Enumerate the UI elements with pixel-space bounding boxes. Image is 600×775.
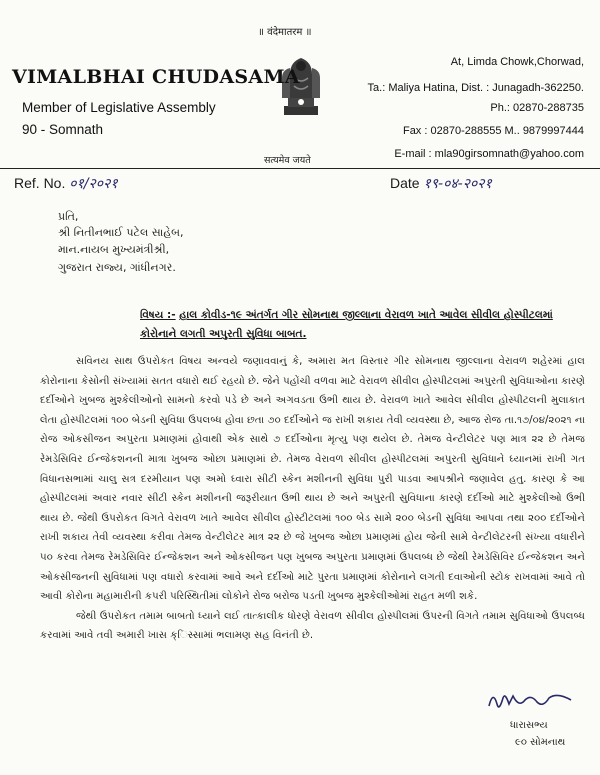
signatory-constituency: ૯૦ સોમનાથ <box>515 737 566 748</box>
fax-line: Fax : 02870-288555 M.. 9879997444 <box>402 125 584 137</box>
recipient-line-1: પ્રતિ, <box>58 210 79 223</box>
subject-text: હાલ કોવીડ-૧૯ અંતર્ગત ગીર સોમનાથ જીલ્લાના વેરાવળ ખાતે આવેલ સીવીલ હોસ્પીટલમાં કોરોનાને લગતી અપુરતી સુવિધા બાબત. <box>140 309 553 340</box>
subject-label: વિષય :- <box>140 309 176 321</box>
address-line-2: Ta.: Maliya Hatina, Dist. : Junagadh-362250. <box>367 82 584 94</box>
date-value: १९-०४-२०२१ <box>423 176 492 192</box>
constituency-line: 90 - Somnath <box>22 122 104 137</box>
date-label: Date <box>390 175 420 191</box>
ref-value: ०१/२०२१ <box>69 176 118 192</box>
body-paragraph-1: સવિનય સાથ ઉપરોકત વિષય અન્વયે જણાવવાનું કે, અમારા મત વિસ્તાર ગીર સોમનાથ જીલ્લાના વેરાવળ શહેરમાં હાલ કોરોનાના કેસોની સંખ્યામાં સતત વધારો થઈ રહયો છે. જેને પહોંચી વળવા માટે વેરાવળ સીવીલ હોસ્પીટલમાં અપુરતી સુવિધાઓના કારણે દર્દીઓને ખુબજ મુશ્કેલીઓનો સામનો કરવો પડે છે અને અગવડતા ઉભી થાય છે. વેરાવળ ખાતે આવેલ સીવીલ હોસ્પીટલની મુલાકાત લેતા હોસ્પીટલમાં ૧૦૦ બેડની સુવિધા ઉપલબ્ધ હોવા છતા ૭૦ દર્દીઓને જ રાખી શકાય તેવી વ્યવસ્થા છે, આજ રોજ તા.૧૭/૦૪/૨૦૨૧ ના રોજ ઓકસીજન અપુરતા પ્રમાણમાં હોવાથી એક સાથે ૭ દર્દીઓના મૃત્યુ પણ થયેલ છે. તેમજ વેન્ટીલેટર પણ માત્ર ૨૨ છે તેમજ રેમડેસિવિર ઈન્જેકશનની માત્રા ખુબજ ઓછા પ્રમાણમાં છે. તેમજ વેરાવળ સીવીલ હોસ્પીટલમાં અપુરતી સુવિધાને ઘ્યાનમાં રાખી ગત વિધાનસભામાં ચાલુ સત્ર દરમીયાન પણ અમો ઘ્વારા સીટી સ્કેન મશીનની સુવિધા પુરી પાડવા આપશ્રીને જણાવેલ હતુ. કારણ કે આ હોસ્પીટલમાં અવાર નવાર સીટી સ્કેન મશીનની જરૂરીયાત ઉભી થાય છે અને અપુરતી સુવિધાના કારણે દર્દીઓ માટે મુશ્કેલીઓ ઉભી થાય છે. જેથી ઉપરોકત વિગતે વેરાવળ ખાતે આવેલ સીવીલ હોસ્ટીટલમાં ૧૦૦ બેડ સામે ૨૦૦ બેડની સુવિધા આપવા તથા ૨૦૦ દર્દીઓને રાખી શકાય તેવી વ્યવસ્થા કરીવા તેમજ વેન્ટીલેટર માત્ર ૨૨ છે જે ખુબજ ઓછા પ્રમાણમાં હોય જેની સામે વેન્ટીલેટરની સંખ્યા વધારીને ૫૦ કરવા તેમજ રેમડેસિવિર ઈન્જેકશન અને ઓકસીજન પણ ખુબજ અપુરતા પ્રમાણમાં ઉપલબ્ધ છે જેથી રેમડેસિવિર ઈન્જેકશન અને ઓકસીજનની સુવિધામાં પણ વધારો કરવામાં આવે અને દર્દીઓ માટે પુરતા પ્રમાણમાં કોરોનાને લગતી દવાઓની સ્ટોક રાખવામાં આવે તો આવી કોરોના મહામારીની કપરી પરિસ્થિતીમાં લોકોને રોજ બરોજ પડતી ખુબજ મુશ્કેલીઓમાં રાહત મળી શકે. <box>40 356 585 603</box>
body-paragraph-2: જેથી ઉપરોકત તમામ બાબતો ધ્યાને લઈ તાત્કાલીક ધોરણે વેરાવળ સીવીલ હોસ્પીલમાં ઉપરની વિગતે તમામ સુવિધાઓ ઉપલબ્ધ કરવામાં આવે તવી અમારી ખાસ ક્િસ્સામાં ભલામણ સહ વિનંતી છે. <box>40 610 585 642</box>
letter-body <box>40 352 585 646</box>
subject-block <box>140 306 570 344</box>
designation-line: Member of Legislative Assembly <box>22 100 216 115</box>
recipient-line-4: ગુજરાત રાજ્ય, ગાંધીનગર. <box>58 261 176 274</box>
ref-number <box>14 174 118 193</box>
recipient-line-3: માન.નાયબ મુખ્યમંત્રીશ્રી, <box>58 243 170 256</box>
phone-line: Ph.: 02870-288735 <box>490 102 584 114</box>
recipient-line-2: શ્રી નિતીનભાઈ પટેલ સાહેબ, <box>58 226 184 239</box>
header-divider <box>0 168 600 169</box>
address-line-1: At, Limda Chowk,Chorwad, <box>450 56 584 68</box>
motto-top: ॥ वंदेमातरम ॥ <box>258 27 312 38</box>
mla-name: VIMALBHAI CHUDASAMA <box>12 66 300 88</box>
email-line: E-mail : mla90girsomnath@yahoo.com <box>394 148 584 160</box>
letter-date <box>390 174 492 193</box>
motto-bottom: सत्यमेव जयते <box>264 155 311 166</box>
signatory-designation: ધારાસભ્ય <box>510 720 548 731</box>
ref-label: Ref. No. <box>14 175 66 191</box>
signature-scribble <box>485 686 575 716</box>
